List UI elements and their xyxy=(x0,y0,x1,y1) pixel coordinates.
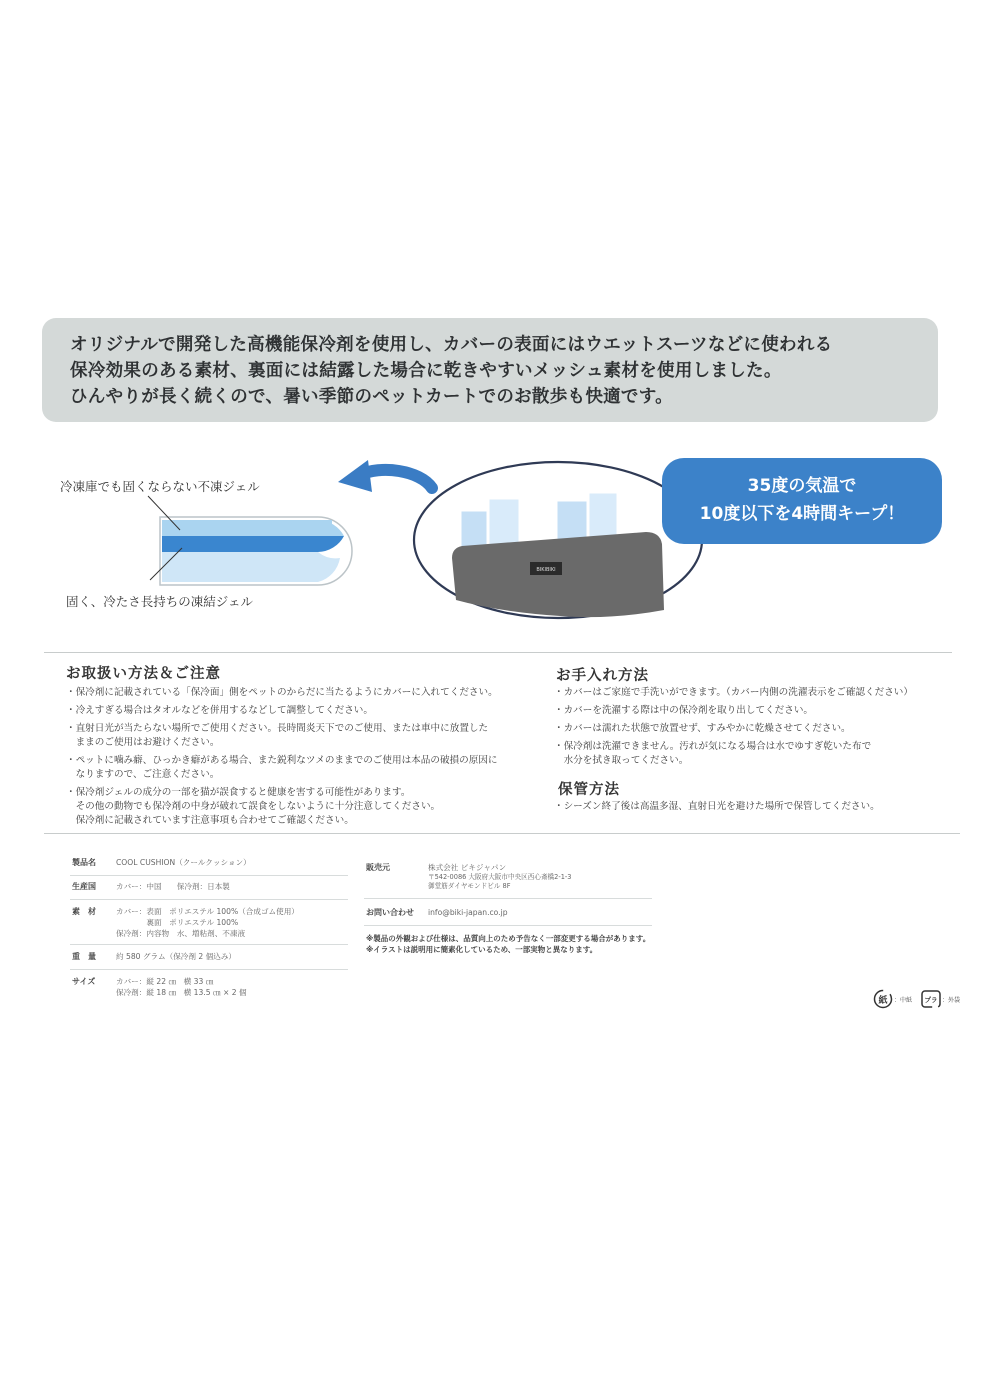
spec-row-divider xyxy=(70,969,348,970)
handling-item: ・ペットに噛み癖、ひっかき癖がある場合、また鋭利なツメのままでのご使用は本品の破損の原因に なりますので、ご注意ください。 xyxy=(66,755,498,780)
intro-line: オリジナルで開発した高機能保冷剤を使用し、カバーの表面にはウエットスーツなどに使われる xyxy=(70,335,833,355)
paper-mark-text: 紙 xyxy=(878,996,888,1006)
section-divider xyxy=(44,833,960,834)
seller-value: 株式会社 ビキジャパン 〒542-0086 大阪府大阪市中央区西心斎橋2-1-3 御堂筋ダイヤモンドビル 8F xyxy=(428,863,572,890)
spec-row-divider xyxy=(70,944,348,945)
care-item: ・カバーはご家庭で手洗いができます。（カバー内側の洗濯表示をご確認ください） xyxy=(554,687,913,698)
contact-email: info@biki-japan.co.jp xyxy=(428,908,508,917)
callout-line: 35度の気温で xyxy=(747,476,857,496)
spec-row-divider xyxy=(364,898,652,899)
plastic-mark-label: ：外袋 xyxy=(942,997,961,1004)
care-list xyxy=(554,686,913,772)
spec-value-weight: 約 580 グラム（保冷剤 2 個込み） xyxy=(116,952,237,961)
care-item: ・保冷剤は洗濯できません。汚れが気になる場合は水でゆすぎ乾いた布で 水分を拭き取ってください。 xyxy=(554,741,872,766)
handling-item: ・保冷剤に記載されている「保冷面」側をペットのからだに当たるようにカバーに入れてください。 xyxy=(66,687,498,698)
intro-banner xyxy=(42,318,938,422)
handling-item: ・冷えすぎる場合はタオルなどを併用するなどして調整してください。 xyxy=(66,705,373,716)
section-divider xyxy=(44,652,952,653)
disclaimer-note: ※イラストは説明用に簡素化しているため、一部実物と異なります。 xyxy=(366,945,598,954)
spec-key-product-name: 製品名 xyxy=(72,858,96,867)
intro-line: ひんやりが長く続くので、暑い季節のペットカートでのお散歩も快適です。 xyxy=(70,387,673,407)
contact-key: お問い合わせ xyxy=(366,908,414,917)
gel-layer-bottom xyxy=(162,552,340,582)
paper-mark-label: ：中紙 xyxy=(894,997,913,1004)
spec-value-origin: カバー：中国 保冷剤：日本製 xyxy=(116,882,230,891)
spec-key-material: 素 材 xyxy=(72,907,96,916)
label-frozen-gel: 固く、冷たさ長持ちの凍結ジェル xyxy=(66,594,254,609)
seller-key: 販売元 xyxy=(366,863,390,872)
label-antifreeze-gel: 冷凍庫でも固くならない不凍ジェル xyxy=(60,479,260,494)
plastic-mark-text: プラ xyxy=(924,996,938,1004)
care-title: お手入れ方法 xyxy=(556,668,649,684)
handling-item: ・直射日光が当たらない場所でご使用ください。長時間炎天下でのご使用、または車中に放置した ままのご使用はお避けください。 xyxy=(66,723,489,748)
arrow-head xyxy=(338,460,372,492)
gel-layer-frozen xyxy=(162,536,344,552)
disclaimer-notes xyxy=(366,933,650,955)
recycle-icons xyxy=(872,988,972,1010)
spec-row-divider xyxy=(70,899,348,900)
spec-row-divider xyxy=(364,925,652,926)
care-item: ・カバーを洗濯する際は中の保冷剤を取り出してください。 xyxy=(554,705,814,716)
storage-title: 保管方法 xyxy=(558,782,620,798)
spec-value-material: カバー：表面 ポリエステル 100%（合成ゴム使用） 裏面 ポリエステル 100% 保冷剤：内容物 水、増粘剤、不凍液 xyxy=(116,907,299,938)
care-item: ・カバーは濡れた状態で放置せず、すみやかに乾燥させてください。 xyxy=(554,723,851,734)
handling-title: お取扱い方法＆ご注意 xyxy=(66,666,221,682)
disclaimer-note: ※製品の外観および仕様は、品質向上のため予告なく一部変更する場合があります。 xyxy=(366,934,651,943)
spec-key-weight: 重 量 xyxy=(72,952,96,961)
gel-layer-antifreeze-body xyxy=(162,520,332,536)
storage-list xyxy=(554,800,880,818)
spec-value-size: カバー：縦 22 ㎝ 横 33 ㎝ 保冷剤：縦 18 ㎝ 横 13.5 ㎝ × 2 個 xyxy=(116,977,247,997)
spec-key-origin: 生産国 xyxy=(72,882,96,891)
spec-value-product-name: COOL CUSHION（クールクッション） xyxy=(116,858,251,867)
cooling-callout xyxy=(662,458,942,544)
handling-list xyxy=(66,686,498,832)
cushion-tag-text: BIKIBIKI xyxy=(536,567,556,573)
spec-row-divider xyxy=(70,875,348,876)
storage-item: ・シーズン終了後は高温多湿、直射日光を避けた場所で保管してください。 xyxy=(554,801,880,812)
recycle-marks xyxy=(872,988,972,1010)
handling-item: ・保冷剤ジェルの成分の一部を猫が誤食すると健康を害する可能性があります。 その他の動物でも保冷剤の中身が破れて誤食をしないように十分注意してください。 保冷剤に記載されています注意事項も合わせてご確認ください。 xyxy=(66,787,441,826)
intro-line: 保冷効果のある素材、裏面には結露した場合に乾きやすいメッシュ素材を使用しました。 xyxy=(70,361,782,381)
spec-key-size: サイズ xyxy=(72,977,96,986)
callout-line: 10度以下を4時間キープ！ xyxy=(699,504,905,524)
